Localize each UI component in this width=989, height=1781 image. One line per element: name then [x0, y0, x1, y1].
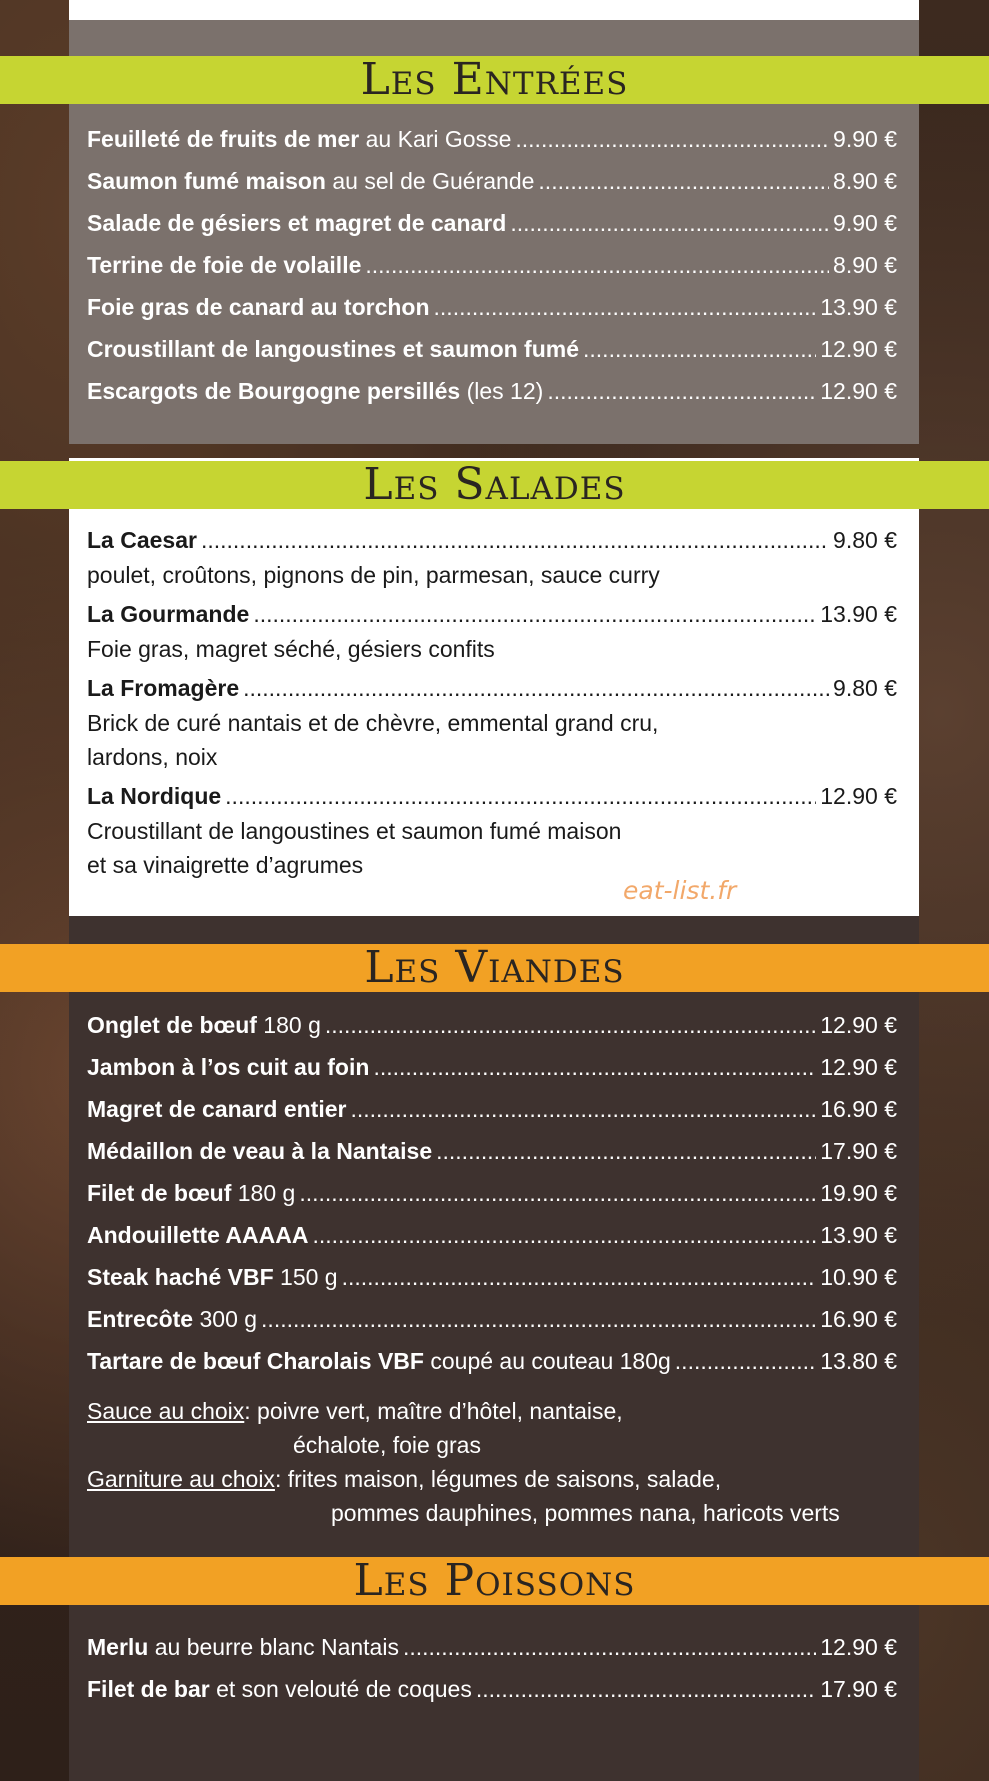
leader-dots — [365, 244, 829, 286]
item-name: Magret de canard entier — [87, 1096, 347, 1122]
menu-item — [87, 1668, 897, 1710]
item-name: La Fromagère — [87, 675, 240, 701]
item-name: Onglet de bœuf — [87, 1012, 257, 1038]
viandes-notes — [87, 1394, 907, 1530]
menu-item — [87, 1130, 897, 1172]
menu-item — [87, 1172, 897, 1214]
menu-item — [87, 1046, 897, 1088]
item-price: 8.90 € — [833, 252, 897, 278]
leader-dots — [476, 1668, 816, 1710]
leader-dots — [261, 1298, 816, 1340]
item-price: 9.80 € — [833, 527, 897, 553]
item-description: lardons, noix — [87, 744, 218, 770]
item-price: 10.90 € — [820, 1264, 897, 1290]
item-price: 16.90 € — [820, 1306, 897, 1332]
salad-item — [87, 522, 897, 592]
item-price: 12.90 € — [820, 783, 897, 809]
item-detail: 150 g — [273, 1264, 338, 1290]
menu-item — [87, 1214, 897, 1256]
leader-dots — [253, 596, 816, 632]
item-detail: au beurre blanc Nantais — [148, 1634, 399, 1660]
menu-item — [87, 202, 897, 244]
item-name: Jambon à l’os cuit au foin — [87, 1054, 370, 1080]
menu-item — [87, 160, 897, 202]
item-name: Salade de gésiers et magret de canard — [87, 210, 507, 236]
section-title-poissons: Les Poissons — [0, 1557, 989, 1605]
leader-dots — [342, 1256, 817, 1298]
item-price: 12.90 € — [820, 1054, 897, 1080]
item-price: 8.90 € — [833, 168, 897, 194]
item-price: 13.90 € — [820, 294, 897, 320]
item-description: Croustillant de langoustines et saumon fumé maison — [87, 818, 622, 844]
entrees-list — [87, 118, 897, 412]
menu-item — [87, 286, 897, 328]
item-price: 9.80 € — [833, 675, 897, 701]
item-name: Tartare de bœuf Charolais VBF — [87, 1348, 424, 1374]
leader-dots — [583, 328, 816, 370]
sauce-text-cont: échalote, foie gras — [293, 1432, 481, 1458]
item-price: 13.90 € — [820, 601, 897, 627]
menu-item — [87, 1088, 897, 1130]
leader-dots — [201, 522, 829, 558]
salad-item — [87, 670, 897, 774]
item-name: Foie gras de canard au torchon — [87, 294, 430, 320]
watermark: eat-list.fr — [623, 876, 737, 905]
salad-item — [87, 778, 897, 882]
item-description: Brick de curé nantais et de chèvre, emmental grand cru, — [87, 710, 659, 736]
leader-dots — [299, 1172, 816, 1214]
salad-item — [87, 596, 897, 666]
menu-item — [87, 1626, 897, 1668]
item-description: et sa vinaigrette d’agrumes — [87, 852, 364, 878]
top-white-strip — [69, 0, 919, 20]
item-price: 17.90 € — [820, 1138, 897, 1164]
sauce-text: : poivre vert, maître d’hôtel, nantaise, — [244, 1398, 623, 1424]
item-name: Feuilleté de fruits de mer — [87, 126, 360, 152]
leader-dots — [436, 1130, 816, 1172]
leader-dots — [350, 1088, 816, 1130]
item-name: Andouillette AAAAA — [87, 1222, 309, 1248]
leader-dots — [403, 1626, 816, 1668]
item-detail: coupé au couteau 180g — [423, 1348, 671, 1374]
poissons-list — [87, 1626, 897, 1710]
item-detail: (les 12) — [460, 378, 544, 404]
menu-item — [87, 1004, 897, 1046]
item-name: La Caesar — [87, 527, 197, 553]
item-name: Saumon fumé maison — [87, 168, 326, 194]
item-detail: 180 g — [231, 1180, 296, 1206]
item-name: Terrine de foie de volaille — [87, 252, 362, 278]
item-name: Escargots de Bourgogne persillés — [87, 378, 461, 404]
item-description: poulet, croûtons, pignons de pin, parmesan, sauce curry — [87, 562, 660, 588]
item-price: 12.90 € — [820, 378, 897, 404]
item-detail: au Kari Gosse — [359, 126, 512, 152]
leader-dots — [243, 670, 829, 706]
item-name: Filet de bœuf — [87, 1180, 232, 1206]
item-price: 12.90 € — [820, 1634, 897, 1660]
item-detail: au sel de Guérande — [325, 168, 535, 194]
item-detail: 300 g — [193, 1306, 258, 1332]
item-name: Filet de bar — [87, 1676, 210, 1702]
item-price: 13.80 € — [820, 1348, 897, 1374]
garniture-label: Garniture au choix — [87, 1466, 275, 1492]
leader-dots — [312, 1214, 816, 1256]
item-name: Steak haché VBF — [87, 1264, 274, 1290]
item-price: 9.90 € — [833, 126, 897, 152]
section-title-viandes: Les Viandes — [0, 944, 989, 992]
garniture-text-cont: pommes dauphines, pommes nana, haricots verts — [331, 1500, 840, 1526]
salades-list — [87, 522, 897, 886]
item-detail: 180 g — [256, 1012, 321, 1038]
section-title-salades: Les Salades — [0, 461, 989, 509]
item-name: Entrecôte — [87, 1306, 194, 1332]
sauce-label: Sauce au choix — [87, 1398, 245, 1424]
leader-dots — [547, 370, 816, 412]
item-description: Foie gras, magret séché, gésiers confits — [87, 636, 495, 662]
item-price: 16.90 € — [820, 1096, 897, 1122]
item-name: Croustillant de langoustines et saumon fumé — [87, 336, 580, 362]
item-name: La Gourmande — [87, 601, 250, 627]
item-price: 9.90 € — [833, 210, 897, 236]
item-price: 19.90 € — [820, 1180, 897, 1206]
item-price: 13.90 € — [820, 1222, 897, 1248]
item-name: La Nordique — [87, 783, 222, 809]
menu-item — [87, 1340, 897, 1382]
menu-item — [87, 328, 897, 370]
leader-dots — [225, 778, 816, 814]
item-name: Merlu — [87, 1634, 149, 1660]
leader-dots — [510, 202, 829, 244]
item-detail: et son velouté de coques — [209, 1676, 472, 1702]
menu-item — [87, 1256, 897, 1298]
leader-dots — [538, 160, 829, 202]
viandes-list — [87, 1004, 897, 1382]
leader-dots — [515, 118, 829, 160]
item-name: Médaillon de veau à la Nantaise — [87, 1138, 433, 1164]
menu-item — [87, 1298, 897, 1340]
menu-item — [87, 370, 897, 412]
leader-dots — [325, 1004, 816, 1046]
item-price: 12.90 € — [820, 1012, 897, 1038]
garniture-text: : frites maison, légumes de saisons, salade, — [274, 1466, 722, 1492]
menu-item — [87, 118, 897, 160]
item-price: 17.90 € — [820, 1676, 897, 1702]
leader-dots — [675, 1340, 816, 1382]
leader-dots — [434, 286, 817, 328]
section-title-entrees: Les Entrées — [0, 56, 989, 104]
menu-item — [87, 244, 897, 286]
item-price: 12.90 € — [820, 336, 897, 362]
leader-dots — [373, 1046, 816, 1088]
